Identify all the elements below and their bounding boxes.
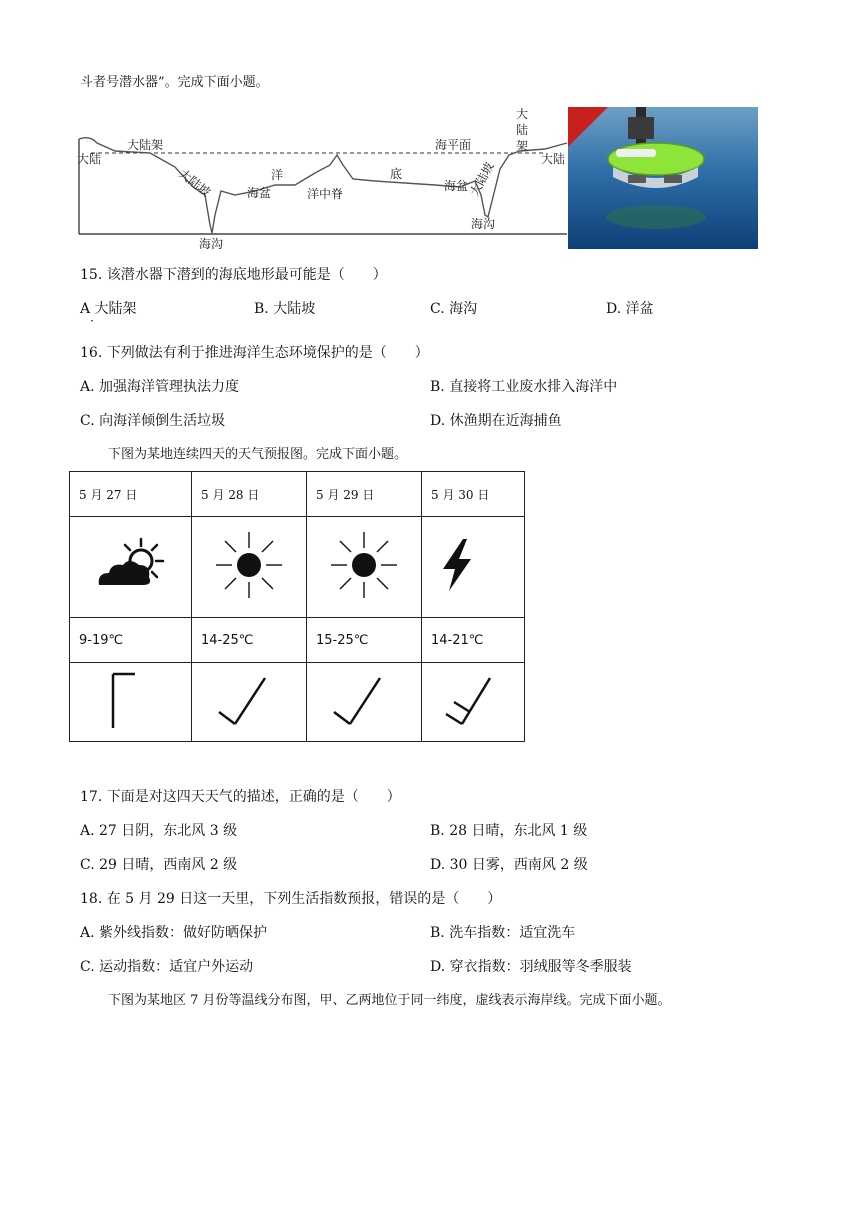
q18-stem: 18. 在 5 月 29 日这一天里，下列生活指数预报，错误的是（ ） [80,891,502,907]
wind-cell [422,663,525,742]
label-mainland-right: 大陆 [541,152,566,166]
intro-text-2: 下图为某地连续四天的天气预报图。完成下面小题。 [108,447,408,462]
date-cell: 5 月 29 日 [307,472,422,517]
weather-icon-cell [307,517,422,618]
intro-text-1: 斗者号潜水器”。完成下面小题。 [80,75,269,90]
cloudy-sun-icon [91,535,171,595]
label-slope-right: 大陆坡 [467,160,497,199]
weather-icon-cell [70,517,192,618]
sun-icon [214,530,284,600]
q18-option-a[interactable]: A. 紫外线指数：做好防晒保护 [80,925,268,941]
wind-southwest-1-icon [199,668,299,732]
label-sea-level: 海平面 [435,138,472,152]
label-basin-right: 海盆 [444,179,469,193]
q16-option-b[interactable]: B. 直接将工业废水排入海洋中 [430,379,618,395]
temp-cell: 9-19℃ [70,618,192,663]
label-slope-left: 大陆坡 [176,166,214,200]
intro-text-3: 下图为某地区 7 月份等温线分布图，甲、乙两地位于同一纬度，虚线表示海岸线。完成下面小题。 [108,993,671,1008]
wind-southwest-2-icon [428,668,518,732]
q15-stem: 15. 该潜水器下潜到的海底地形最可能是（ ） [80,267,387,283]
label-mainland-left: 大陆 [77,152,102,166]
q15-option-c[interactable]: C. 海沟 [430,301,478,317]
q16-stem: 16. 下列做法有利于推进海洋生态环境保护的是（ ） [80,345,429,361]
q18-option-b[interactable]: B. 洗车指数：适宜洗车 [430,925,576,941]
q17-option-a[interactable]: A. 27 日阴，东北风 3 级 [80,823,238,839]
wind-north-icon [81,668,181,732]
submersible-photo [568,107,758,249]
q17-option-c[interactable]: C. 29 日晴，西南风 2 级 [80,857,238,873]
wind-cell [307,663,422,742]
weather-forecast-table [69,471,525,742]
temp-cell: 14-21℃ [422,618,525,663]
label-shelf-right-2: 陆 [516,123,529,137]
q15-option-a[interactable]: A 大陆架 [80,301,137,317]
q16-option-c[interactable]: C. 向海洋倾倒生活垃圾 [80,413,226,429]
q15-option-d[interactable]: D. 洋盆 [606,301,654,317]
label-shelf-left: 大陆架 [127,138,164,152]
label-di: 底 [390,167,403,181]
q17-option-b[interactable]: B. 28 日晴，东北风 1 级 [430,823,588,839]
q17-option-d[interactable]: D. 30 日雾，西南风 2 级 [430,857,588,873]
sun-icon [329,530,399,600]
wind-cell [192,663,307,742]
q16-option-d[interactable]: D. 休渔期在近海捕鱼 [430,413,562,429]
label-shelf-right-1: 大 [516,107,529,121]
label-shelf-right-3: 架 [516,139,529,153]
wind-southwest-1-icon [314,668,414,732]
thunder-icon [433,535,483,595]
label-ridge: 洋中脊 [307,187,344,201]
temp-cell: 15-25℃ [307,618,422,663]
q17-stem: 17. 下面是对这四天天气的描述，正确的是（ ） [80,789,401,805]
weather-icon-cell [192,517,307,618]
q18-option-d[interactable]: D. 穿衣指数：羽绒服等冬季服装 [430,959,632,975]
wind-cell [70,663,192,742]
stray-dot: · [90,314,94,328]
label-trench-left: 海沟 [199,237,224,251]
q18-option-c[interactable]: C. 运动指数：适宜户外运动 [80,959,254,975]
label-trench-right: 海沟 [471,217,496,231]
temp-cell: 14-25℃ [192,618,307,663]
date-cell: 5 月 27 日 [70,472,192,517]
ocean-floor-profile-diagram [75,105,570,255]
date-cell: 5 月 30 日 [422,472,525,517]
label-basin-left: 海盆 [247,186,272,200]
q16-option-a[interactable]: A. 加强海洋管理执法力度 [80,379,240,395]
label-basin-yang: 洋 [271,168,284,182]
date-cell: 5 月 28 日 [192,472,307,517]
q15-option-b[interactable]: B. 大陆坡 [254,301,316,317]
weather-icon-cell [422,517,525,618]
